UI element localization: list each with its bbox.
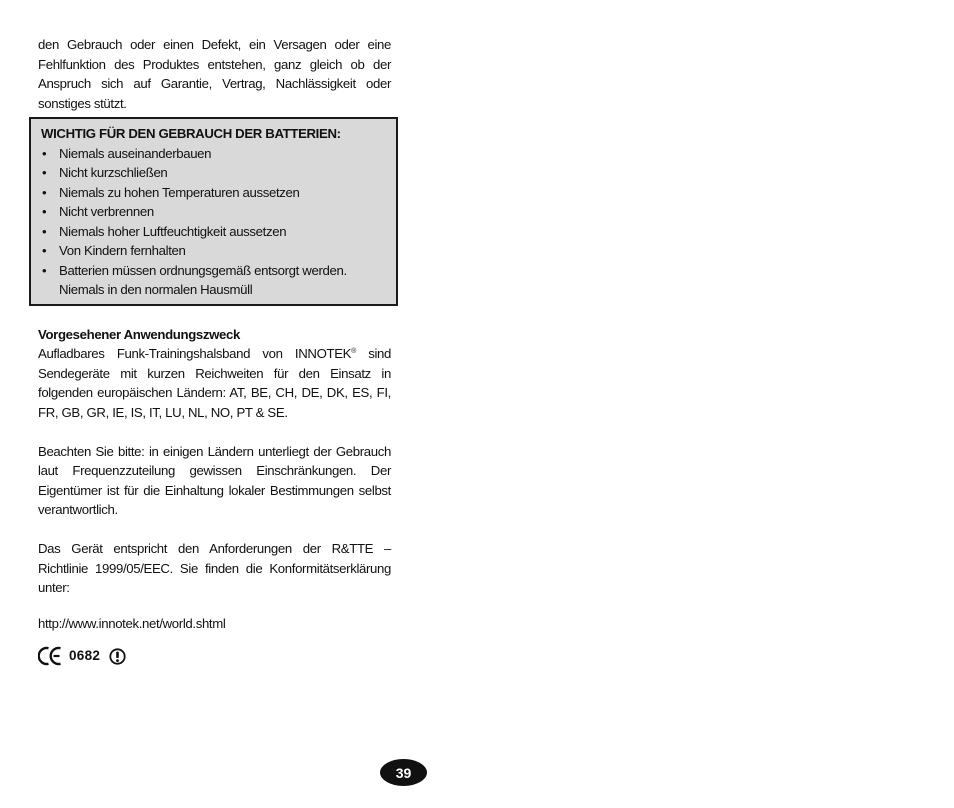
battery-warning-list bbox=[41, 144, 386, 300]
conformity-paragraph: Das Gerät entspricht den Anforderungen der R&TTE – Richtlinie 1999/05/EEC. Sie finden die Konformitätserklärung unter: bbox=[38, 541, 391, 595]
list-item: • Niemals auseinanderbauen bbox=[41, 144, 386, 164]
class2-alert-icon bbox=[109, 648, 126, 665]
battery-warning-box bbox=[29, 117, 398, 306]
battery-warning-title: WICHTIG FÜR DEN GEBRAUCH DER BATTERIEN: bbox=[41, 126, 341, 141]
intended-use-text-start: Aufladbares Funk-Trainingshalsband von INNOTEK bbox=[38, 346, 352, 361]
intended-use-paragraph bbox=[38, 344, 391, 422]
restriction-paragraph: Beachten Sie bitte: in einigen Ländern unterliegt der Gebrauch laut Frequenzzuteilung gewissen Einschränkungen. Der Eigentümer ist für die Einhaltung lokaler Bestimmungen selbst verantwortlich. bbox=[38, 443, 391, 517]
registered-trademark: ® bbox=[351, 348, 356, 355]
list-item: • Nicht kurzschließen bbox=[41, 163, 386, 183]
document-column bbox=[38, 35, 391, 669]
list-item: • Batterien müssen ordnungsgemäß entsorgt werden. Niemals in den normalen Hausmüll bbox=[41, 261, 386, 300]
list-item: • Niemals hoher Luftfeuchtigkeit aussetzen bbox=[41, 222, 386, 242]
list-item: • Von Kindern fernhalten bbox=[41, 241, 386, 261]
certification-marks bbox=[38, 643, 391, 669]
intended-use-heading: Vorgesehener Anwendungszweck bbox=[38, 326, 240, 342]
ce-mark-icon bbox=[38, 646, 62, 666]
page-number-badge: 39 bbox=[380, 759, 427, 786]
intended-use-text-end: sind Sendegeräte mit kurzen Reichweiten für den Einsatz in folgenden europäischen Ländern: AT, BE, CH, DE, DK, ES, FI, FR, GB, GR, IE, IS, IT, LU, NL, NO, PT & SE. bbox=[38, 346, 391, 420]
intro-paragraph: den Gebrauch oder einen Defekt, ein Versagen oder eine Fehlfunktion des Produktes entstehen, ganz gleich ob der Anspruch sich auf Garantie, Vertrag, Nachlässigkeit oder sonstiges stützt. bbox=[38, 37, 391, 111]
conformity-url[interactable]: http://www.innotek.net/world.shtml bbox=[38, 615, 226, 631]
list-item: • Nicht verbrennen bbox=[41, 202, 386, 222]
list-item: • Niemals zu hohen Temperaturen aussetzen bbox=[41, 183, 386, 203]
notified-body-number: 0682 bbox=[69, 648, 101, 664]
